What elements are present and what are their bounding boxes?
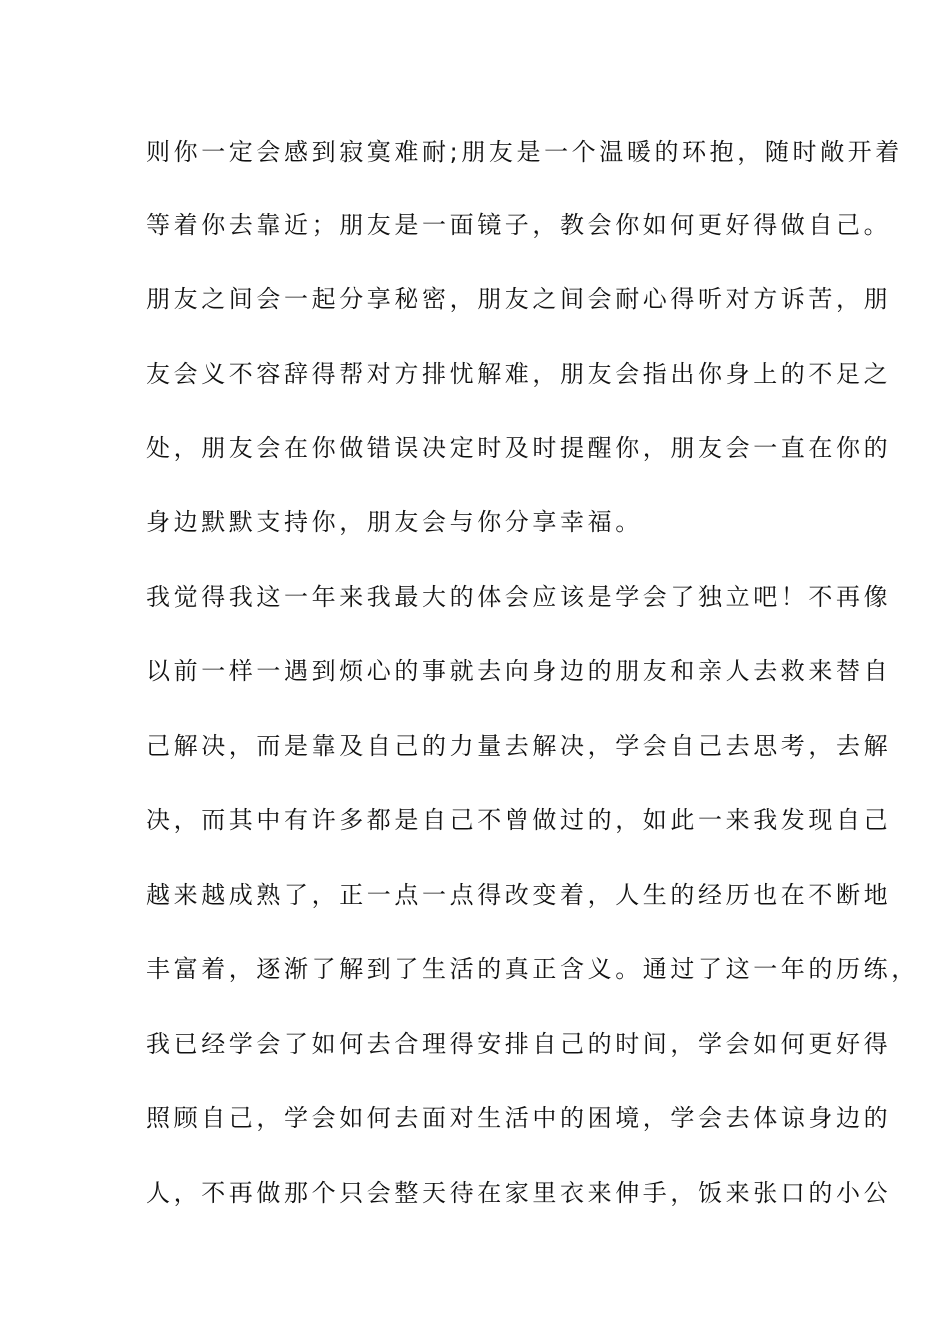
text-line-2: 等着你去靠近；朋友是一面镜子，教会你如何更好得做自己。: [146, 211, 892, 239]
text-line-5: 处，朋友会在你做错误决定时及时提醒你，朋友会一直在你的: [146, 434, 892, 462]
text-line-1: 则你一定会感到寂寞难耐;朋友是一个温暖的环抱，随时敞开着: [146, 138, 903, 166]
text-line-3: 朋友之间会一起分享秘密，朋友之间会耐心得听对方诉苦，朋: [146, 285, 892, 313]
text-line-12: 丰富着，逐渐了解到了生活的真正含义。通过了这一年的历练，: [146, 955, 919, 983]
text-line-4: 友会义不容辞得帮对方排忧解难，朋友会指出你身上的不足之: [146, 360, 892, 388]
text-line-14: 照顾自己，学会如何去面对生活中的困境，学会去体谅身边的: [146, 1104, 892, 1132]
text-line-7: 我觉得我这一年来我最大的体会应该是学会了独立吧！不再像: [146, 583, 892, 611]
text-line-13: 我已经学会了如何去合理得安排自己的时间，学会如何更好得: [146, 1030, 892, 1058]
text-line-8: 以前一样一遇到烦心的事就去向身边的朋友和亲人去救来替自: [146, 657, 892, 685]
text-line-11: 越来越成熟了，正一点一点得改变着，人生的经历也在不断地: [146, 881, 892, 909]
text-line-6: 身边默默支持你，朋友会与你分享幸福。: [146, 508, 643, 536]
text-line-10: 决，而其中有许多都是自己不曾做过的，如此一来我发现自己: [146, 806, 892, 834]
text-line-9: 己解决，而是靠及自己的力量去解决，学会自己去思考，去解: [146, 732, 892, 760]
text-line-15: 人，不再做那个只会整天待在家里衣来伸手，饭来张口的小公: [146, 1179, 892, 1207]
